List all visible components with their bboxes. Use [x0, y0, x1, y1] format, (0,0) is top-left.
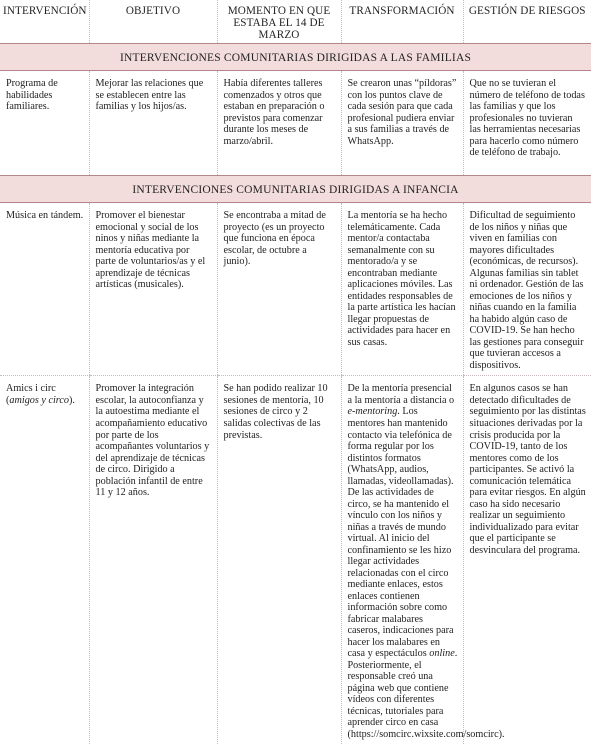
cell-intervencion [0, 376, 89, 744]
cell-intervencion: Programa de habilidades familiares. [6, 78, 58, 113]
section-row-infancia [0, 176, 591, 203]
transformacion-text-4: . Posteriormente, el responsable creó una página web que contiene vídeos con diferentes técnicas, tutoriales para aprender circo en casa (https://somcirc.wixsite.com/somcirc). [347, 648, 505, 740]
intervencion-text-pre: Amics i circ ( [6, 383, 56, 406]
transformacion-text-1-em: e-mentoring [347, 406, 398, 418]
table-row [0, 376, 591, 744]
transformacion-text-1: De la mentoría presencial a la mentoría a distancia o [347, 383, 455, 406]
intervencion-text-post: ). [69, 394, 75, 406]
section-row-familias [0, 44, 591, 71]
intervencion-text-em: amigos y circo [9, 394, 70, 406]
cell-transformacion: Se crearon unas “píldoras” con los puntos clave de cada sesión para que cada profesional pudiera enviar a sus familias a través de WhatsApp. [341, 71, 463, 176]
table-row [0, 203, 591, 376]
header-momento: MOMENTO EN QUE ESTABA EL 14 DE MARZO [217, 0, 341, 44]
header-transformacion: TRANSFORMACIÓN [341, 0, 463, 44]
header-intervencion: INTERVENCIÓN [0, 0, 89, 44]
cell-transformacion: La mentoría se ha hecho telemáticamente. Cada mentor/a contactaba semanalmente con su mentorado/a y se encontraban mediante aplicaciones móviles. Las entidades responsables de la parte artística les hacían llegar propuestas de actividades para hacer en sus casas. [341, 203, 463, 376]
section-title-familias: INTERVENCIONES COMUNITARIAS DIRIGIDAS A LAS FAMILIAS [0, 44, 591, 71]
cell-gestion: En algunos casos se han detectado dificultades de seguimiento por las distintas situaciones derivadas por la crisis producida por la COVID-19, tanto de los mentores como de los participantes. Se activó la comunicación telemática para evitar riesgos. En algún caso ha sido necesario realizar un seguimiento individualizado para evitar que el participante se desvinculara del programa. [463, 376, 591, 744]
cell-objetivo: Mejorar las relaciones que se establecen entre las familias y los hijos/as. [89, 71, 217, 176]
header-row [0, 0, 591, 44]
cell-gestion: Dificultad de seguimiento de los niños y niñas que viven en familias con mayores dificultades (económicas, de recursos). Algunas familias sin tablet ni ordenador. Gestión de las emociones de los niños y niñas cuando en la familia ha habido algún caso de COVID-19. Se han hecho las gestiones para conseguir que tuvieran accesos a dispositivos. [463, 203, 591, 376]
cell-intervencion: Música en tándem. [0, 203, 89, 376]
section-title-infancia: INTERVENCIONES COMUNITARIAS DIRIGIDAS A INFANCIA [0, 176, 591, 203]
cell-transformacion [341, 376, 505, 744]
cell-momento: Había diferentes talleres comenzados y otros que estaban en preparación o previstos para comenzar durante los meses de marzo/abril. [217, 71, 341, 176]
transformacion-text-2: . Los mentores han mantenido contacto via telefónica de forma regular por los distintos formatos (WhatsApp, audios, llamadas, videollamadas). De las actividades de circo, se ha mantenido el vínculo con los niños y niñas a través de mundo virtual. Al inicio del confinamiento se les hizo llegar actividades relacionadas con el circo mediante enlaces, estos enlaces contienen información sobre como fabricar malabares caseros, indicaciones para hacer los malabares en casa y espectáculos [347, 406, 454, 660]
header-objetivo: OBJETIVO [89, 0, 217, 44]
transformacion-text-3-em: online [429, 648, 455, 660]
cell-objetivo: Promover el bienestar emocional y social de los ninos y niñas mediante la mentoría educativa por parte de voluntarios/as y el aprendizaje de técnicas artísticas (musicales). [89, 203, 217, 376]
cell-objetivo: Promover la integración escolar, la autoconfianza y la autoestima mediante el acompañamiento educativo por parte de los acompañantes voluntarios y del aprendizaje de técnicas de circo. Dirigido a población infantil de entre 11 y 12 años. [89, 376, 217, 744]
cell-gestion: Que no se tuvieran el número de teléfono de todas las familias y que los profesionales no tuvieran las herramientas necesarias para hacerlo como número de teléfono de trabajo. [463, 71, 591, 176]
header-gestion-riesgos: GESTIÓN DE RIESGOS [463, 0, 591, 44]
cell-momento: Se encontraba a mitad de proyecto (es un proyecto que funciona en época escolar, de octubre a junio). [217, 203, 341, 376]
cell-momento: Se han podido realizar 10 sesiones de mentoría, 10 sesiones de circo y 2 salidas colectivas de las previstas. [217, 376, 341, 744]
table-row [0, 71, 591, 176]
